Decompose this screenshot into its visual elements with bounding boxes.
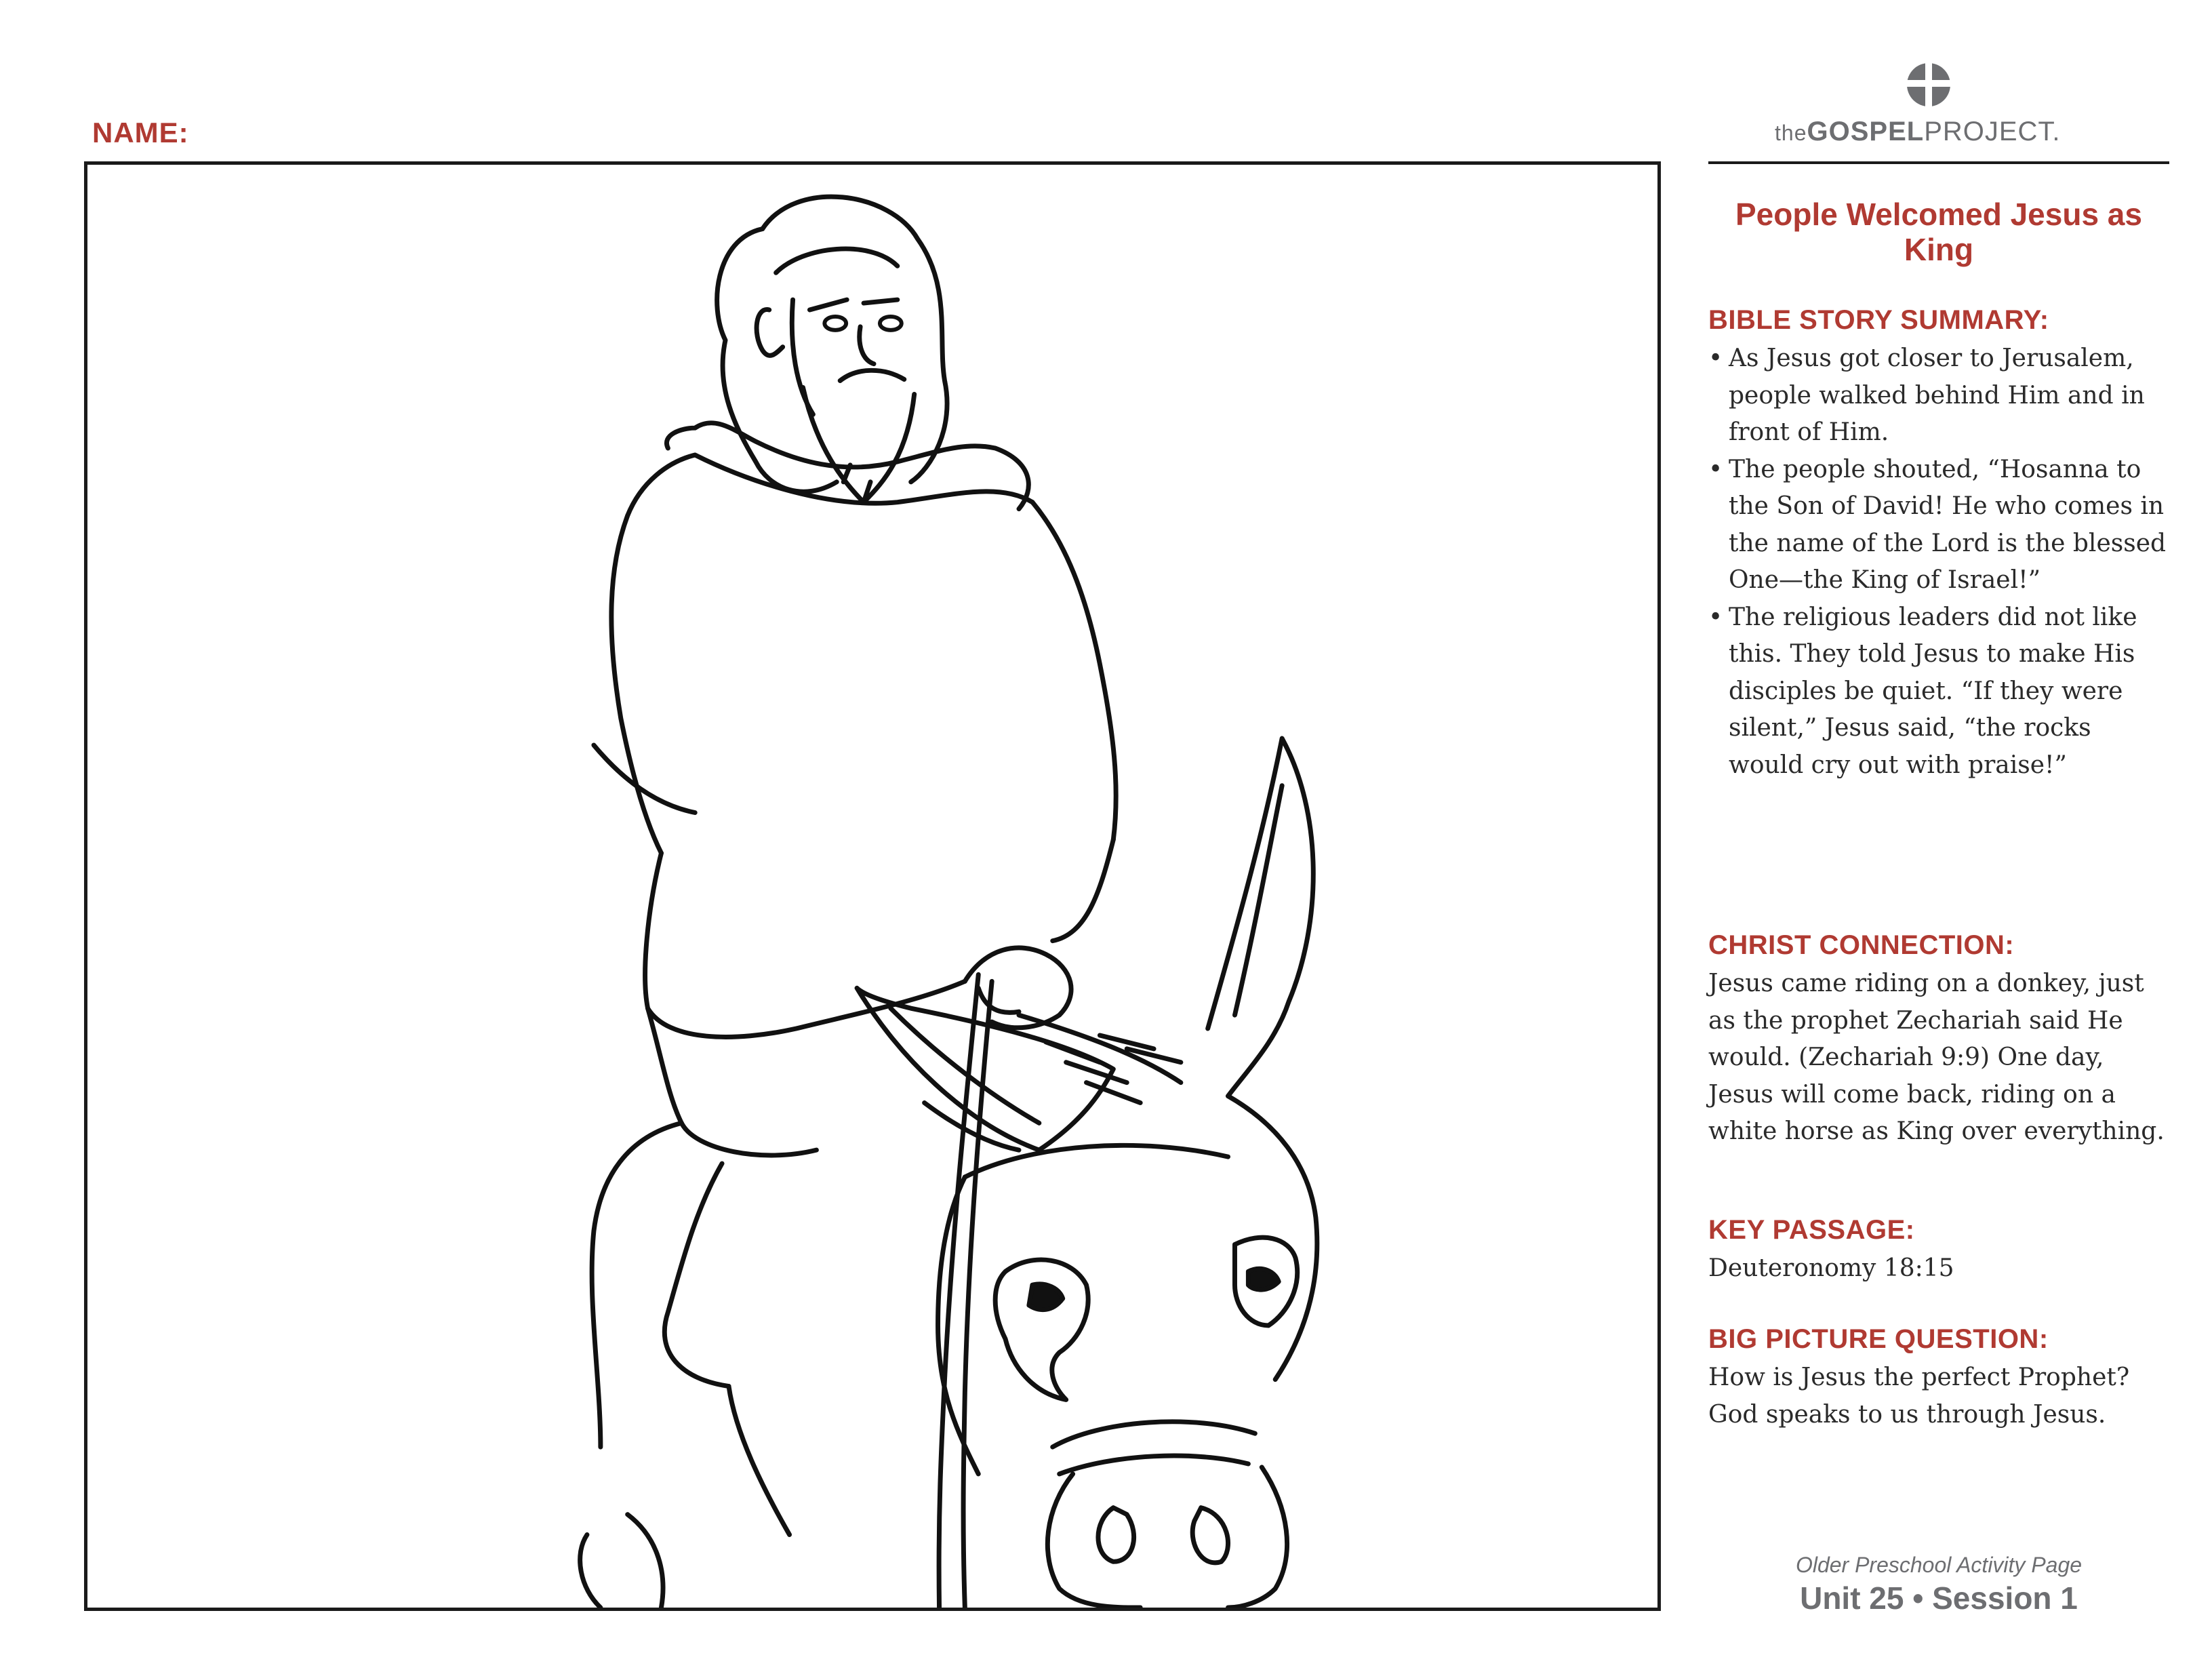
name-label: NAME: — [92, 117, 189, 148]
summary-bullet: • The people shouted, “Hosanna to the Son of David! He who comes in the name of the Lord is the blessed One—the King of Israel!” — [1708, 452, 2169, 599]
lesson-sidebar — [1708, 54, 2169, 1627]
summary-bullet: • The religious leaders did not like this. They told Jesus to make His disciples be quiet. “If they were silent,” Jesus said, “the rocks would cry out with praise!” — [1708, 599, 2169, 784]
gospel-project-logo — [1708, 54, 2169, 163]
key-passage-heading: KEY PASSAGE: — [1708, 1215, 1915, 1245]
coloring-illustration-frame — [84, 161, 1661, 1611]
key-passage-text: Deuteronomy 18:15 — [1708, 1254, 1954, 1282]
christ-connection-text: Jesus came riding on a donkey, just as the prophet Zechariah said He would. (Zechariah 9:9) One day, Jesus will come back, riding on a white horse as King over everything. — [1708, 970, 2165, 1145]
header-divider — [1708, 161, 2169, 164]
christ-connection-heading: CHRIST CONNECTION: — [1708, 930, 2015, 960]
summary-heading: BIBLE STORY SUMMARY: — [1708, 305, 2049, 335]
footer-subtitle: Older Preschool Activity Page — [1795, 1553, 2083, 1577]
big-picture-text: How is Jesus the perfect Prophet? God speaks to us through Jesus. — [1708, 1363, 2130, 1429]
summary-bullet: • As Jesus got closer to Jerusalem, people walked behind Him and in front of Him. — [1708, 340, 2169, 452]
cross-logo-icon — [1905, 61, 1952, 108]
brand-wordmark: theGOSPELPROJECT. — [1775, 117, 2061, 146]
lesson-title: People Welcomed Jesus as King — [1735, 197, 2142, 267]
jesus-on-donkey-illustration — [87, 165, 1657, 1608]
summary-list — [1708, 340, 2169, 784]
unit-session-label: Unit 25 • Session 1 — [1800, 1580, 2078, 1616]
big-picture-heading: BIG PICTURE QUESTION: — [1708, 1324, 2049, 1354]
